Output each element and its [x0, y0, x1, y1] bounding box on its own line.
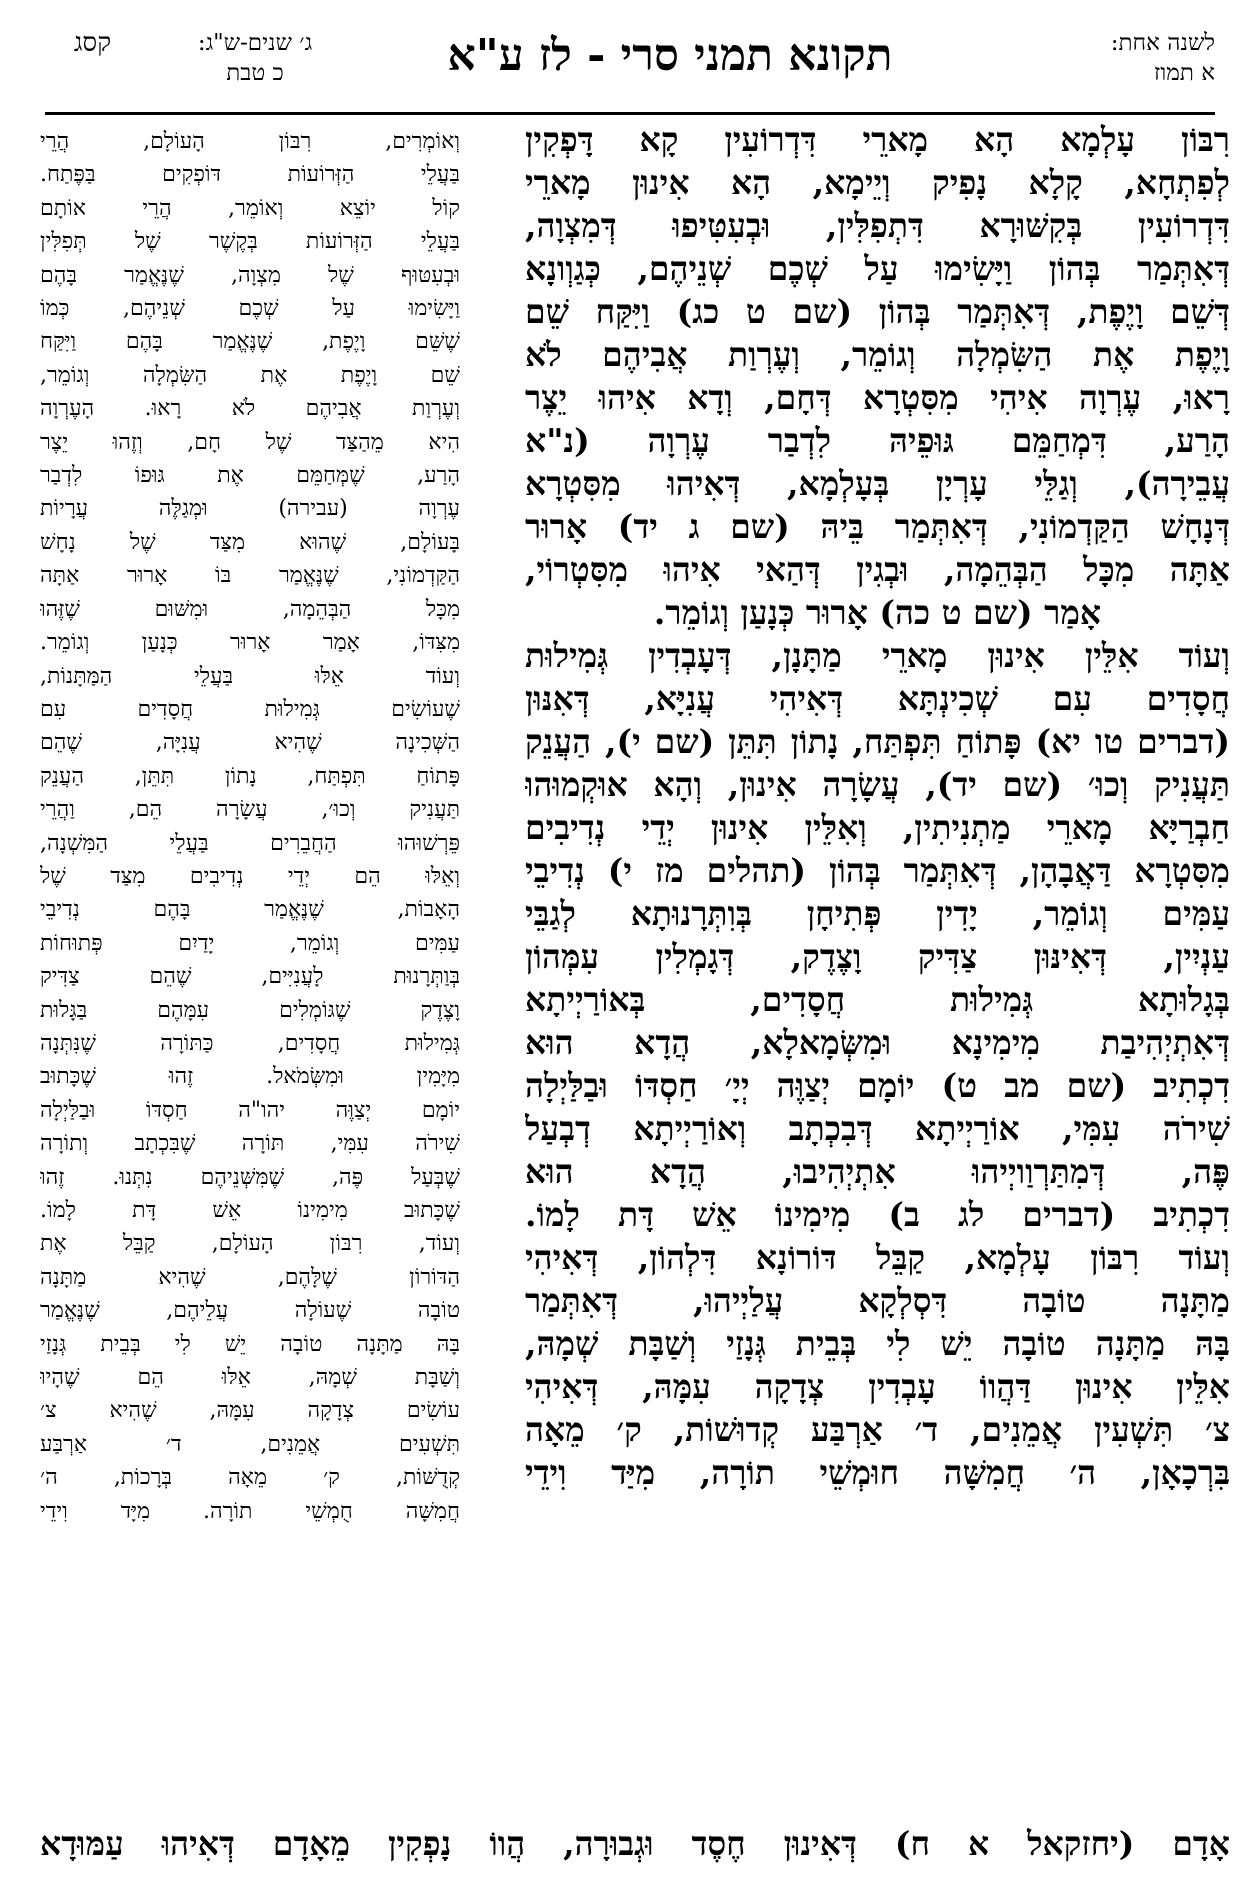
text-line: תַּעֲנִיק וְכוּ׳ (שם יד), עֲשָׂרָה אִינוּן, וְהָא אוּקְמוּהוּ: [525, 765, 1230, 804]
text-line: הַדּוֹרוֹן שֶׁלָּהֶם, שֶׁהִיא מַתָּנָה: [40, 1264, 460, 1290]
page-title: תקונא תמני סרי - לז ע"א: [447, 30, 893, 81]
text-line: תַּעֲנִיק וְכוּ׳, עֲשָׂרָה הֵם, וַהֲרֵי: [40, 797, 460, 823]
text-line: עוֹשִׂים צְדָקָה עִמָּהּ, שֶׁהִיא צ׳: [40, 1398, 460, 1424]
schedule-one-year: [1005, 28, 1215, 88]
text-line: רָאוּ, עֶרְוָה אִיהִי מִסִּטְרָא דְּחָם, וְדָא אִיהוּ יֵצֶר: [525, 378, 1230, 417]
text-line: שִׁירֹה עִמִּי, אוֹרַיְיתָא דְּבִכְתָב וְאוֹרַיְיתָא דְבְעַל: [525, 1109, 1230, 1148]
text-line: בְּגָלוּתָא גְּמִילוּת חֲסָדִים, בְּאוֹרַיְיתָא: [525, 980, 1230, 1019]
text-line: דְּשֵׁם וָיֶפֶת, דְּאִתְּמַר בְּהוֹן (שם ט כג) וַיִּקַּח שֵׁם: [525, 292, 1230, 331]
header-divider: [45, 112, 1215, 115]
text-line: מִצִּדּוֹ, אָמַר אָרוּר כְּנָעַן וְגוֹמֵר.: [40, 630, 460, 656]
text-line: תִּשְׁעִים אֲמֵנִים, ד׳ אַרְבַּע: [40, 1431, 460, 1457]
schedule-one-year-date: א תמוז: [1153, 60, 1215, 86]
text-line: הִיא מֵהַצַּד שֶׁל חָם, וְזֶהוּ יֵצֶר: [40, 429, 460, 455]
main-text-column: [525, 118, 1230, 1494]
text-line: וָיֶפֶת אֶת הַשִּׂמְלָה וְגוֹמֵר, וְעֶרְוַת אֲבִיהֶם לֹא: [525, 335, 1230, 374]
text-line: הַקַּדְמוֹנִי, שֶׁנֶּאֱמַר בּוֹ אָרוּר אַתָּה: [40, 563, 460, 589]
text-line: יוֹמָם יְצַוֶּה יהו"ה חַסְדּוֹ וּבַלַּיְלָה: [40, 1097, 460, 1123]
text-line: חַבְרַיָּא מָארֵי מַתְנִיתִין, וְאִלֵּין אִינוּן יְדֵי נְדִיבִים: [525, 808, 1230, 847]
text-line: פֶּה, דְּמִתַּרְוַויְיהוּ אִתְיְהִיבוּ, הֲדָא הוּא: [525, 1152, 1230, 1191]
main-text-bottom-line: אָדָם (יחזקאל א ח) דְּאִינוּן חֶסֶד וּגְבוּרָה, הֲווֹ נָפְקִין מֵאָדָם דְּאִיהוּ עַמּוּדָא: [40, 1824, 1230, 1863]
page-header: [45, 28, 1215, 118]
text-line: וּבְעִטּוּף שֶׁל מִצְוָה, שֶׁנֶּאֱמַר בָּהֶם: [40, 262, 460, 288]
text-line: וָצֶדֶק שֶׁגּוֹמְלִים עִמָּהֶם בַּגָּלוּת: [40, 997, 460, 1023]
text-line: דְּאִתְּמַר בְּהוֹן וַיָּשִׂימוּ עַל שְׁכֶם שְׁנֵיהֶם, כְּגַוְונָא: [525, 249, 1230, 288]
text-line: הַשְּׁכִינָה שֶׁהִיא עֲנִיָּה, שֶׁהֵם: [40, 730, 460, 756]
text-line: מִסִּטְרָא דַּאֲבָהָן, דְּאִתְּמַר בְּהוֹן (תהלים מז י) נְדִיבֵי: [525, 851, 1230, 890]
text-line: וְשַׁבָּת שְׁמָהּ, אֵלּוּ הֵם שֶׁהָיוּ: [40, 1365, 460, 1391]
text-line: מִכָּל הַבְּהֵמָה, וּמִשּׁוּם שֶׁזֶּהוּ: [40, 596, 460, 622]
text-line: עֲבֵירָה), וְגַלֵּי עָרְיָן בְּעָלְמָא, דְּאִיהוּ מִסִּטְרָא: [525, 464, 1230, 503]
text-line: קְדֻשּׁוֹת, ק׳ מֵאָה בְּרָכוֹת, ה׳: [40, 1465, 460, 1491]
text-line: בָּעוֹלָם, שֶׁהוּא מִצַּד שֶׁל נָחָשׁ: [40, 529, 460, 555]
text-line: וְאֵלּוּ הֵם יְדֵי נְדִיבִים מִצַּד שֶׁל: [40, 863, 460, 889]
text-line: פֵּרְשׁוּהוּ הַחֲבֵרִים בַּעֲלֵי הַמִּשְׁנָה,: [40, 830, 460, 856]
text-line: וַיָּשִׂימוּ עַל שְׁכֶם שְׁנֵיהֶם, כְּמוֹ: [40, 296, 460, 322]
text-line: בָּהּ מַתָּנָה טוֹבָה יֵשׁ לִי בְּבֵית גְּנָזַי וְשַׁבָּת שְׁמָהּ,: [525, 1324, 1230, 1363]
text-line: חֲסָדִים עִם שְׁכִינְתָּא דְּאִיהִי עֲנִיָּא, דְּאִנּוּן: [525, 679, 1230, 718]
page-number: קסג: [73, 28, 112, 58]
text-line: וְעוֹד רִבּוֹן עָלְמָא, קַבֵּל דּוֹרוֹנָא דִּלְהוֹן, דְּאִיהִי: [525, 1238, 1230, 1277]
text-line: מַתָּנָה טוֹבָה דִּסְלְקָא עֲלַיְיהוּ, דְּאִתְּמַר: [525, 1281, 1230, 1320]
text-line: בַּעֲלֵי הַזְּרוֹעוֹת דּוֹפְקִים בַּפֶּתַח.: [40, 162, 460, 188]
text-line: מִיָּמִין וּמִשְּׂמֹאל. זֶהוּ שֶׁכָּתוּב: [40, 1064, 460, 1090]
text-line: דִּדְרוֹעִין בְּקִשּׁוּרָא דִּתְפִלִּין, וּבְעִטִּיפוּ דְּמִצְוָה,: [525, 206, 1230, 245]
text-line: עַנְיִין, דְּאִינּוּן צַדִּיק וָצֶדֶק, דְּגָמְלִין עִמְּהוֹן: [525, 937, 1230, 976]
text-line: דְּאִתְיְהִיבַת מִימִינָא וּמִשְּׂמָאלָא, הֲדָא הוּא: [525, 1023, 1230, 1062]
text-line: דְּנָחָשׁ הַקַּדְמוֹנִי, דְּאִתְּמַר בֵּיהּ (שם ג יד) אָרוּר: [525, 507, 1230, 546]
text-line: עֶרְוָה (עבירה) וּמְגַלֶּה עֲרָיוֹת: [40, 496, 460, 522]
text-line: הָאָבוֹת, שֶׁנֶּאֱמַר בָּהֶם נְדִיבֵי: [40, 897, 460, 923]
text-line: לְפִתְחָא, קָלָא נָפִיק וְיֵימָא, הָא אִינוּן מָארֵי: [525, 163, 1230, 202]
text-line: שֶׁעוֹשִׂים גְּמִילוּת חֲסָדִים עִם: [40, 696, 460, 722]
translation-column: [40, 125, 460, 1528]
text-line: חֲמִשָּׁה חֻמְשֵׁי תוֹרָה. מִיָּד וִידֵי: [40, 1498, 460, 1524]
text-line: וְעֶרְוַת אֲבִיהֶם לֹא רָאוּ. הָעֶרְוָה: [40, 396, 460, 422]
text-line: שֶׁבְּעַל פֶּה, שֶׁמִּשְּׁנֵיהֶם נִתְּנוּ. זֶהוּ: [40, 1164, 460, 1190]
text-line: אִלֵּין אִינוּן דַּהֲווֹ עָבְדִין צְדָקָה עִמָּהּ, דְּאִיהִי: [525, 1367, 1230, 1406]
text-line: עַמִּים וְגוֹמֵר, יָדַיִם פְּתוּחוֹת: [40, 930, 460, 956]
text-line: וְאוֹמְרִים, רִבּוֹן הָעוֹלָם, הֲרֵי: [40, 129, 460, 154]
text-line: אַתָּה מִכָּל הַבְּהֵמָה, וּבְגִין דְּהַאי אִיהוּ מִסִּטְרוֹי,: [525, 550, 1230, 589]
text-line: שֵׁם וָיֶפֶת אֶת הַשִּׂמְלָה וְגוֹמֵר,: [40, 362, 460, 388]
text-line: גְּמִילוּת חֲסָדִים, כַּתּוֹרָה שֶׁנִּתְּנָה: [40, 1030, 460, 1056]
text-line: שִׁירֹה עִמִּי, תּוֹרָה שֶׁבִּכְתָב וְתוֹרָה: [40, 1131, 460, 1157]
text-line: הָרַע, שֶׁמְּחַמֵּם אֶת גּוּפוֹ לִדְבַר: [40, 463, 460, 489]
text-line: שֶׁכָּתוּב מִימִינוֹ אֵשׁ דָּת לָמוֹ.: [40, 1198, 460, 1223]
text-line: עַמִּים וְגוֹמֵר, יָדִין פְּתִיחָן בְּוִתְּרָנוּתָא לְגַבֵּי: [525, 894, 1230, 933]
schedule-three-years-date: כ טבת: [226, 60, 284, 86]
text-line: בִּרְכָאָן, ה׳ חֲמִשָּׁה חוּמְשֵׁי תוֹרָה, מִיַּד וִידֵי: [525, 1453, 1230, 1492]
text-line: דִכְתִיב (דברים לג ב) מִימִינוֹ אֵשׁ דָּת לָמוֹ.: [525, 1195, 1230, 1234]
text-line: בְּוַתְּרָנוּת לָעֲנִיִּים, שֶׁהֵם צַדִּיק: [40, 964, 460, 990]
text-line: רִבּוֹן עָלְמָא הָא מָארֵי דִּדְרוֹעִין קָא דָּפְקִין: [525, 120, 1230, 159]
schedule-three-years: [145, 28, 365, 88]
text-line: פָּתוֹחַ תִּפְתַּח, נָתוֹן תִּתֵּן, הַעֲנֵק: [40, 763, 460, 789]
text-line: בָּהּ מַתָּנָה טוֹבָה יֵשׁ לִי בְּבֵית גְּנָזַי: [40, 1331, 460, 1357]
text-line: וְעוֹד אֵלּוּ בַּעֲלֵי הַמַּתָּנוֹת,: [40, 663, 460, 689]
text-line: צ׳ תִּשְׁעִין אֲמֵנִים, ד׳ אַרְבַּע קְדוּשׁוֹת, ק׳ מֵאָה: [525, 1410, 1230, 1449]
text-line: דִכְתִיב (שם מב ט) יוֹמָם יְצַוֶּה יְיָ׳ חַסְדּוֹ וּבַלַּיְלָה: [525, 1066, 1230, 1105]
text-line: טוֹבָה שֶׁעוֹלָה עֲלֵיהֶם, שֶׁנֶּאֱמַר: [40, 1298, 460, 1324]
text-line: וְעוֹד, רִבּוֹן הָעוֹלָם, קַבֵּל אֶת: [40, 1231, 460, 1257]
schedule-three-years-label: ג׳ שנים-ש"ג:: [197, 30, 313, 56]
text-line: (דברים טו יא) פָּתוֹחַ תִּפְתַּח, נָתוֹן תִּתֵּן (שם י), הַעֲנֵק: [525, 722, 1230, 761]
text-line: קוֹל יוֹצֵא וְאוֹמֵר, הֲרֵי אוֹתָם: [40, 195, 460, 221]
text-line: הָרַע, דִּמְחַמֵּם גּוּפֵיהּ לִדְבַר עֶרְוָה (נ"א: [525, 421, 1230, 460]
schedule-one-year-label: לשנה אחת:: [1110, 30, 1215, 56]
text-line: שֶׁשֵּׁם וָיֶפֶת, שֶׁנֶּאֱמַר בָּהֶם וַיִּקַּח: [40, 329, 460, 355]
text-line: וְעוֹד אִלֵּין אִינוּן מָארֵי מַתָּנָן, דְּעָבְדִין גְּמִילוּת: [525, 636, 1230, 675]
text-line: אָמַר (שם ט כה) אָרוּר כְּנָעַן וְגוֹמֵר.: [653, 593, 1102, 632]
text-line: בַּעֲלֵי הַזְּרוֹעוֹת בְּקֶשֶׁר שֶׁל תְּפִלִּין: [40, 229, 460, 255]
